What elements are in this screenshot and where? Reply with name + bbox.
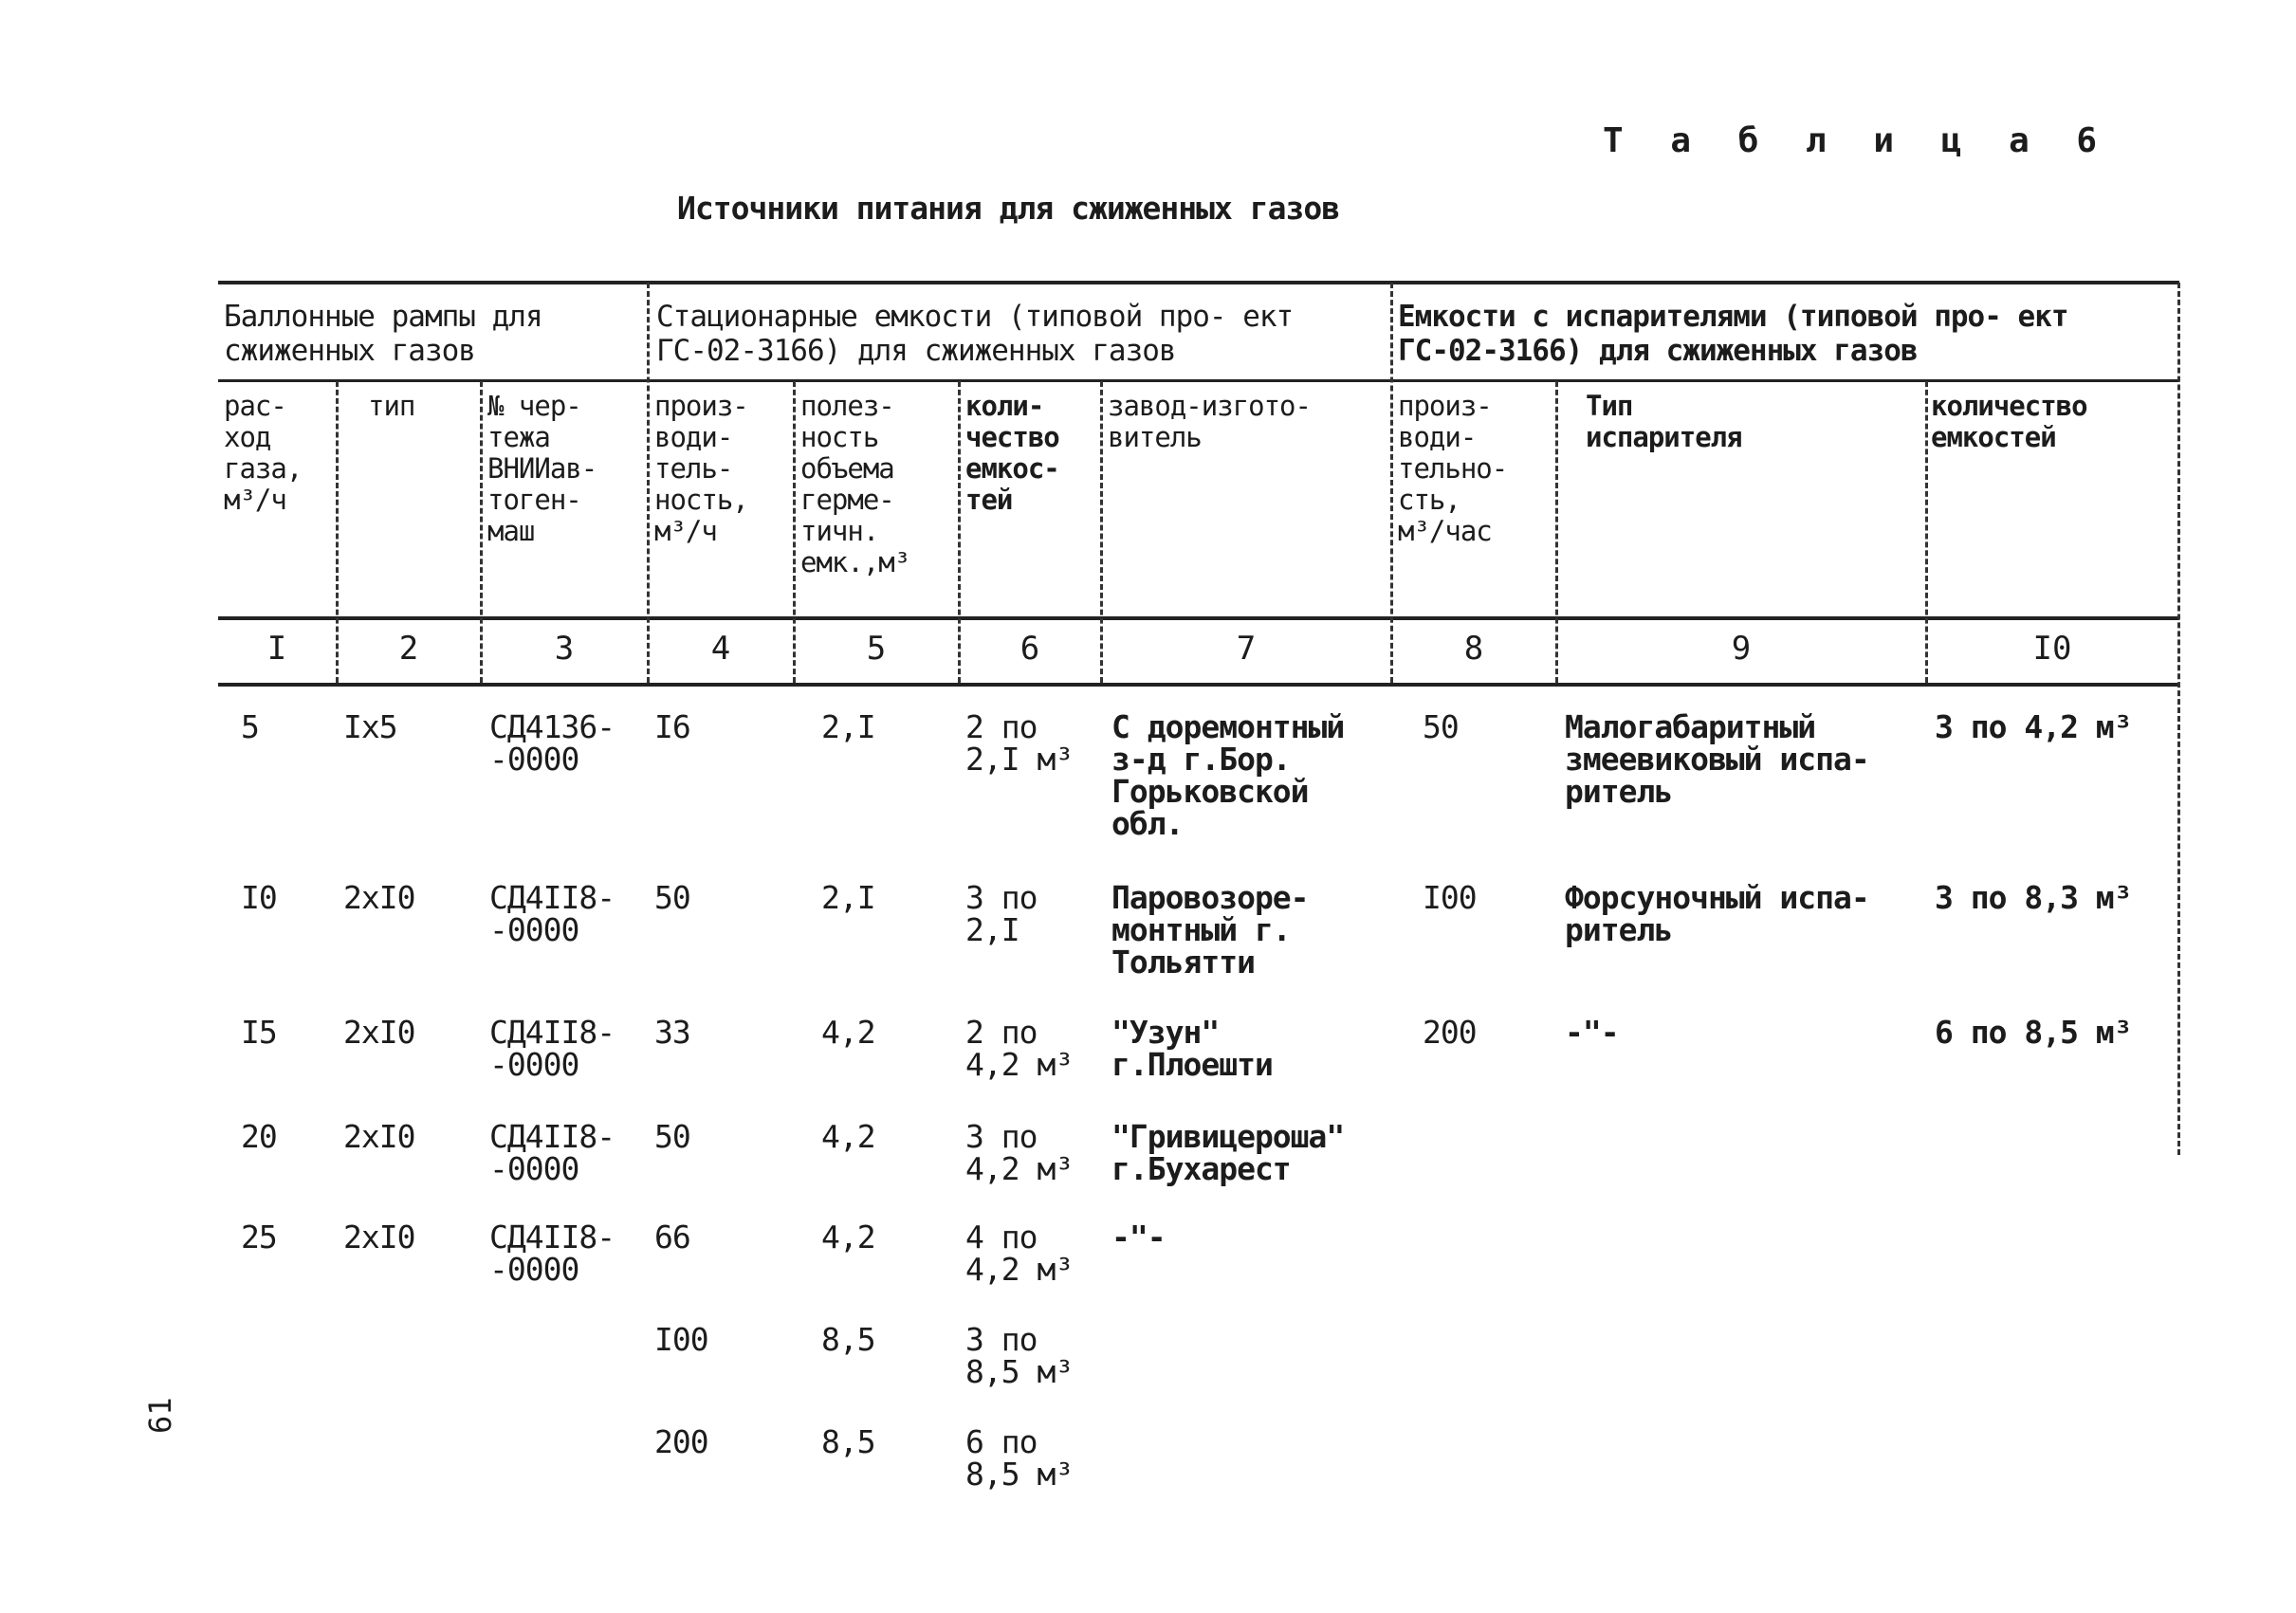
table-cell: 20 (241, 1118, 277, 1155)
col-number: I (266, 630, 287, 668)
table-cell: 50 (1423, 708, 1459, 745)
page-number: 61 (142, 1397, 178, 1434)
col-number: 7 (1236, 630, 1257, 668)
table-cell: I00 (654, 1321, 708, 1358)
table-cell: 2хI0 (343, 879, 415, 916)
col-header-evap-capacity: произ- води- тельно- сть, м³/час (1398, 390, 1508, 547)
col-header-type: тип (368, 390, 415, 422)
table-top-rule (218, 281, 2179, 284)
table-title: Источники питания для сжиженных газов (677, 190, 1340, 227)
table-cell: 2хI0 (343, 1014, 415, 1051)
table-cell: СД4II8- -0000 (489, 1118, 615, 1187)
table-cell: 200 (654, 1423, 708, 1460)
header-bottom-rule (218, 616, 2179, 620)
group-header-ramps: Баллонные рампы для сжиженных газов (224, 300, 542, 368)
col-header-capacity: произ- води- тель- ность, м³/ч (654, 390, 748, 547)
col-number: 8 (1463, 630, 1484, 668)
group-divider (647, 283, 650, 683)
col-header-manufacturer: завод-изгото- витель (1108, 390, 1311, 453)
col-number: 5 (866, 630, 887, 668)
table-cell: 33 (654, 1014, 690, 1051)
col-header-useful-volume: полез- ность объема герме- тичн. емк.,м³ (800, 390, 910, 578)
col-header-tanks-count: количество емкостей (1931, 390, 2087, 453)
table-cell: 66 (654, 1219, 690, 1256)
table-cell: Малогабаритный змеевиковый испа- ритель (1565, 708, 1869, 810)
table-cell: 200 (1423, 1014, 1477, 1051)
col-header-tank-count: коли- чество емкос- тей (965, 390, 1059, 516)
col-number: I0 (2032, 630, 2072, 668)
col-header-evaporator-type: Тип испарителя (1586, 390, 1742, 453)
table-cell: СД4II8- -0000 (489, 1219, 615, 1288)
table-number: Т а б л и ц а 6 (1603, 121, 2111, 160)
table-cell: 3 по 4,2 м³ (965, 1118, 1074, 1187)
table-cell: "Гривицероша" г.Бухарест (1111, 1118, 1345, 1187)
table-cell: СД4II8- -0000 (489, 879, 615, 948)
table-cell: 2,I (821, 879, 875, 916)
table-cell: С доремонтный з-д г.Бор. Горьковской обл. (1111, 708, 1345, 842)
table-cell: 25 (241, 1219, 277, 1256)
table-cell: Iх5 (343, 708, 397, 745)
table-right-border (2177, 283, 2180, 1155)
table-cell: 3 по 8,3 м³ (1935, 879, 2132, 916)
table-cell: 2 по 2,I м³ (965, 708, 1074, 778)
group-header-stationary: Стационарные емкости (типовой про- ект ГС-02-3166) для сжиженных газов (656, 300, 1294, 368)
table-cell: СД4II8- -0000 (489, 1014, 615, 1083)
col-number: 9 (1731, 630, 1752, 668)
col-number: 6 (1019, 630, 1040, 668)
table-cell: 8,5 (821, 1423, 875, 1460)
group-divider (1390, 283, 1393, 683)
col-header-drawing-no: № чер- тежа ВНИИав- тоген- маш (487, 390, 597, 547)
table-cell: 2хI0 (343, 1118, 415, 1155)
table-cell: 2 по 4,2 м³ (965, 1014, 1074, 1083)
col-header-gas-flow: рас- ход газа, м³/ч (224, 390, 303, 516)
table-cell: -"- (1565, 1014, 1619, 1051)
col-number: 2 (398, 630, 419, 668)
table-cell: 2хI0 (343, 1219, 415, 1256)
table-cell: 50 (654, 1118, 690, 1155)
table-cell: СД4136- -0000 (489, 708, 615, 778)
table-cell: 6 по 8,5 м³ (1935, 1014, 2132, 1051)
table-cell: "Узун" г.Плоешти (1111, 1014, 1273, 1083)
table-cell: 3 по 2,I (965, 879, 1038, 948)
col-number: 4 (710, 630, 731, 668)
table-cell: I5 (241, 1014, 277, 1051)
table-cell: 4,2 (821, 1118, 875, 1155)
table-cell: I0 (241, 879, 277, 916)
table-cell: 4,2 (821, 1014, 875, 1051)
table-cell: -"- (1111, 1219, 1166, 1256)
table-cell: I6 (654, 708, 690, 745)
table-cell: I00 (1423, 879, 1477, 916)
table-cell: 8,5 (821, 1321, 875, 1358)
table-cell: 4,2 (821, 1219, 875, 1256)
table-cell: Паровозоре- монтный г. Тольятти (1111, 879, 1309, 981)
table-cell: Форсуночный испа- ритель (1565, 879, 1869, 948)
table-cell: 5 (241, 708, 259, 745)
group-header-rule (218, 379, 2179, 382)
table-cell: 6 по 8,5 м³ (965, 1423, 1074, 1493)
col-number: 3 (554, 630, 575, 668)
table-cell: 4 по 4,2 м³ (965, 1219, 1074, 1288)
group-header-evaporators: Емкости с испарителями (типовой про- ект ГС-02-3166) для сжиженных газов (1398, 300, 2068, 368)
table-cell: 3 по 8,5 м³ (965, 1321, 1074, 1390)
table-cell: 50 (654, 879, 690, 916)
table-cell: 2,I (821, 708, 875, 745)
numbers-bottom-rule (218, 683, 2179, 687)
table-cell: 3 по 4,2 м³ (1935, 708, 2132, 745)
